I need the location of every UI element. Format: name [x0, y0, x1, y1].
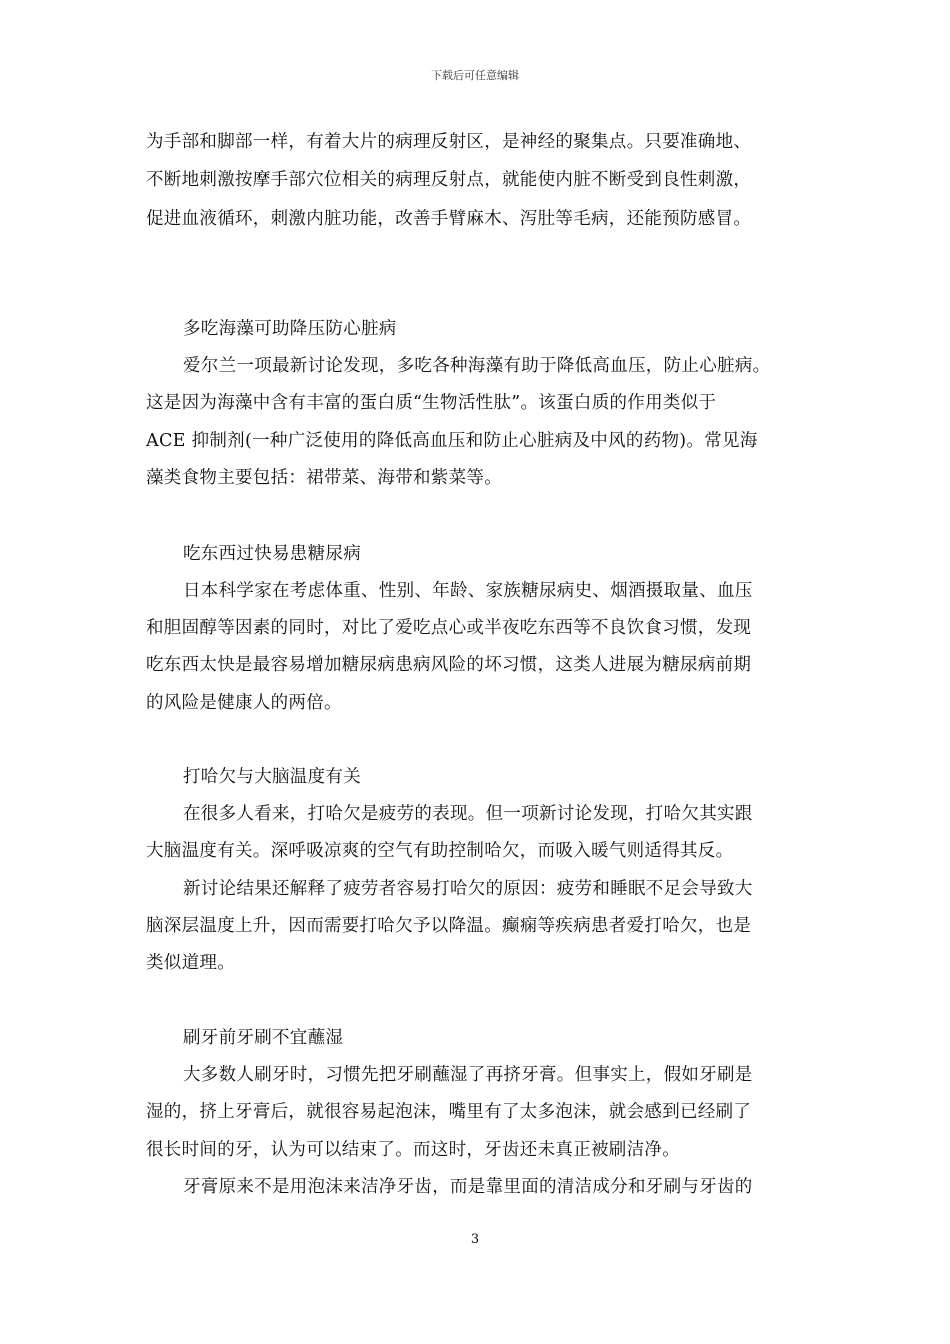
text-line: 爱尔兰一项最新讨论发现，多吃各种海藻有助于降低高血压，防止心脏病。 — [183, 356, 771, 376]
section-heading: 多吃海藻可助降压防心脏病 — [183, 319, 397, 339]
text-line: 脑深层温度上升，因而需要打哈欠予以降温。癫痫等疾病患者爱打哈欠，也是 — [146, 916, 752, 936]
text-line: 在很多人看来，打哈欠是疲劳的表现。但一项新讨论发现，打哈欠其实跟 — [183, 804, 753, 824]
section-heading: 打哈欠与大脑温度有关 — [183, 767, 361, 787]
text-line: 促进血液循环，刺激内脏功能，改善手臂麻木、泻肚等毛病，还能预防感冒。 — [146, 209, 752, 229]
text-line: 和胆固醇等因素的同时，对比了爱吃点心或半夜吃东西等不良饮食习惯，发现 — [146, 618, 752, 638]
page-header: 下载后可任意编辑 — [431, 69, 519, 82]
section-heading: 刷牙前牙刷不宜蘸湿 — [183, 1028, 344, 1048]
text-line: ACE 抑制剂(一种广泛使用的降低高血压和防止心脏病及中风的药物)。常见海 — [146, 431, 758, 451]
text-line: 的风险是健康人的两倍。 — [146, 693, 342, 713]
text-line: 为手部和脚部一样，有着大片的病理反射区，是神经的聚集点。只要准确地、 — [146, 132, 752, 152]
text-line: 吃东西太快是最容易增加糖尿病患病风险的坏习惯，这类人进展为糖尿病前期 — [146, 655, 752, 675]
text-line: 很长时间的牙，认为可以结束了。而这时，牙齿还未真正被刷洁净。 — [146, 1140, 680, 1160]
text-line: 湿的，挤上牙膏后，就很容易起泡沫，嘴里有了太多泡沫，就会感到已经刷了 — [146, 1102, 752, 1122]
text-line: 大脑温度有关。深呼吸凉爽的空气有助控制哈欠，而吸入暖气则适得其反。 — [146, 841, 734, 861]
text-line: 这是因为海藻中含有丰富的蛋白质“生物活性肽”。该蛋白质的作用类似于 — [146, 393, 717, 413]
section-heading: 吃东西过快易患糖尿病 — [183, 544, 361, 564]
text-line: 日本科学家在考虑体重、性别、年龄、家族糖尿病史、烟酒摄取量、血压 — [183, 581, 753, 601]
text-line: 类似道理。 — [146, 953, 235, 973]
text-line: 新讨论结果还解释了疲劳者容易打哈欠的原因：疲劳和睡眠不足会导致大 — [183, 879, 753, 899]
page-number: 3 — [470, 1232, 480, 1247]
text-line: 牙膏原来不是用泡沫来洁净牙齿，而是靠里面的清洁成分和牙刷与牙齿的 — [183, 1177, 753, 1197]
text-line: 藻类食物主要包括：裙带菜、海带和紫菜等。 — [146, 468, 502, 488]
text-line: 大多数人刷牙时，习惯先把牙刷蘸湿了再挤牙膏。但事实上，假如牙刷是 — [183, 1065, 753, 1085]
text-line: 不断地刺激按摩手部穴位相关的病理反射点，就能使内脏不断受到良性刺激， — [146, 170, 752, 190]
